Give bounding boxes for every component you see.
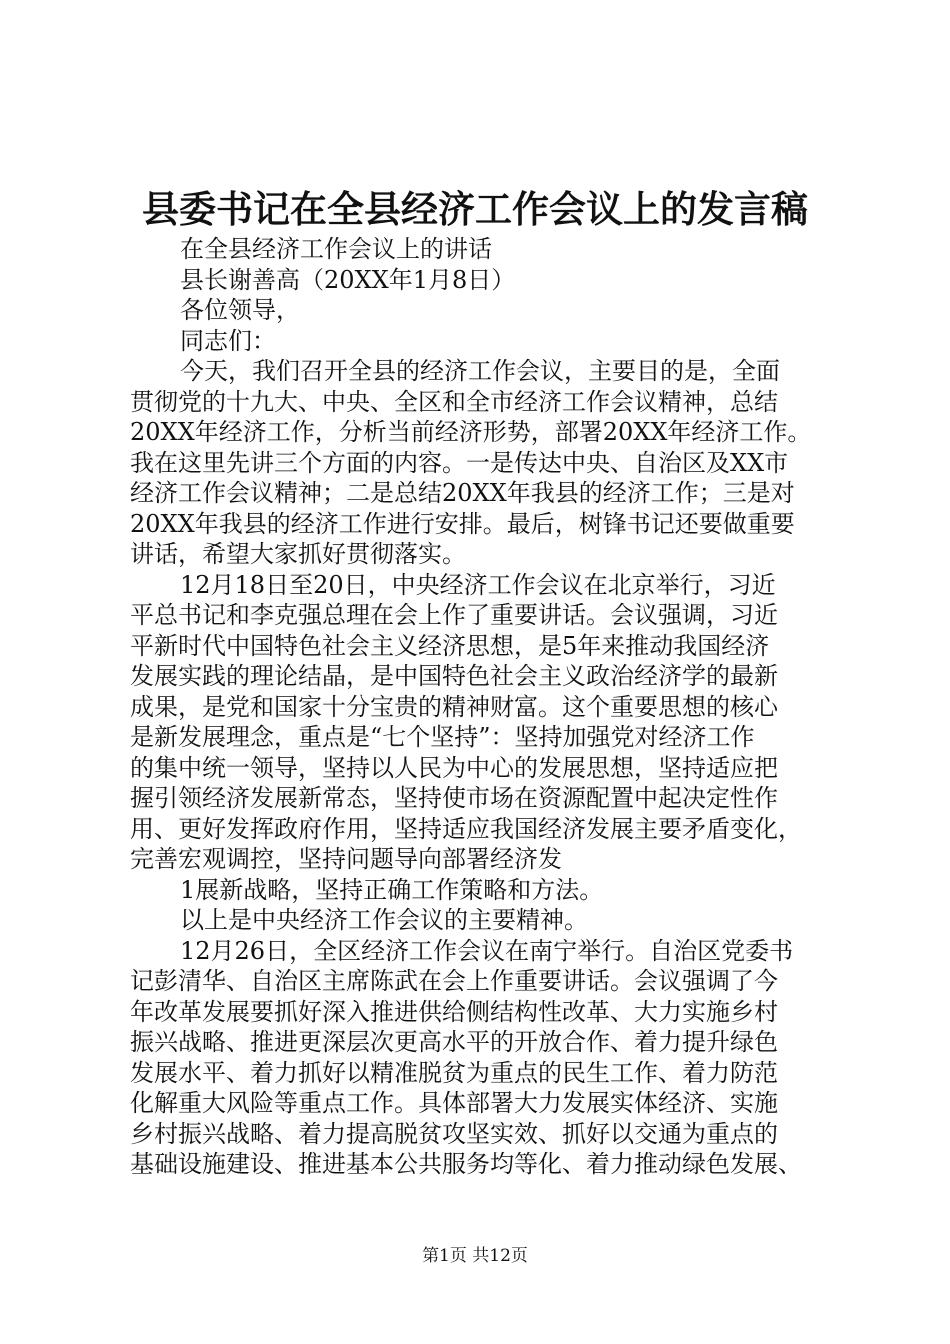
text-line: 记彭清华、自治区主席陈武在会上作重要讲话。会议强调了今 [130, 967, 778, 995]
text-line: 20XX年我县的经济工作进行安排。最后，树锋书记还要做重要 [130, 509, 795, 538]
text-line: 经济工作会议精神；二是总结20XX年我县的经济工作；三是对 [130, 479, 795, 507]
text-line: 用、更好发挥政府作用，坚持适应我国经济发展主要矛盾变化， [130, 814, 802, 843]
page-footer: 第1页 共12页 [422, 1246, 528, 1266]
text-line: 以上是中央经济工作会议的主要精神。 [180, 906, 588, 934]
text-line: 20XX年经济工作，分析当前经济形势，部署20XX年经济工作。 [130, 418, 812, 446]
text-line: 握引领经济发展新常态，坚持使市场在资源配置中起决定性作 [130, 784, 778, 812]
text-line: 1展新战略，坚持正确工作策略和方法。 [180, 875, 604, 904]
text-line: 基础设施建设、推进基本公共服务均等化、着力推动绿色发展、 [130, 1150, 802, 1178]
text-line: 发展实践的理论结晶，是中国特色社会主义政治经济学的最新 [130, 662, 778, 690]
text-line: 平总书记和李克强总理在会上作了重要讲话。会议强调，习近 [130, 601, 778, 629]
text-line: 同志们： [180, 326, 276, 355]
text-line: 平新时代中国特色社会主义经济思想，是5年来推动我国经济 [130, 631, 770, 660]
text-line: 12月18日至20日，中央经济工作会议在北京举行，习近 [180, 570, 776, 599]
document-title: 县委书记在全县经济工作会议上的发言稿 [142, 187, 808, 231]
text-line: 的集中统一领导，坚持以人民为中心的发展思想，坚持适应把 [130, 753, 778, 782]
document-body [130, 234, 840, 1180]
text-line: 县长谢善高（20XX年1月8日） [180, 265, 516, 294]
text-line: 讲话，希望大家抓好贯彻落实。 [130, 540, 466, 568]
text-line: 各位领导， [180, 296, 300, 324]
text-line: 在全县经济工作会议上的讲话 [180, 235, 492, 263]
text-line: 发展水平、着力抓好以精准脱贫为重点的民生工作、着力防范 [130, 1058, 778, 1087]
text-line: 贯彻党的十九大、中央、全区和全市经济工作会议精神，总结 [130, 387, 778, 416]
text-line: 12月26日，全区经济工作会议在南宁举行。自治区党委书 [180, 936, 794, 965]
text-line: 我在这里先讲三个方面的内容。一是传达中央、自治区及XX市 [130, 448, 789, 477]
text-line: 今天，我们召开全县的经济工作会议，主要目的是，全面 [180, 357, 780, 385]
text-line: 振兴战略、推进更深层次更高水平的开放合作、着力提升绿色 [130, 1028, 778, 1056]
text-line: 完善宏观调控，坚持问题导向部署经济发 [130, 845, 562, 873]
text-line: 年改革发展要抓好深入推进供给侧结构性改革、大力实施乡村 [130, 997, 778, 1026]
text-line: 成果，是党和国家十分宝贵的精神财富。这个重要思想的核心 [130, 692, 778, 721]
text-line: 乡村振兴战略、着力提高脱贫攻坚实效、抓好以交通为重点的 [130, 1119, 778, 1148]
text-line: 化解重大风险等重点工作。具体部署大力发展实体经济、实施 [130, 1089, 778, 1117]
text-line: 是新发展理念，重点是“七个坚持”：坚持加强党对经济工作 [130, 723, 755, 751]
